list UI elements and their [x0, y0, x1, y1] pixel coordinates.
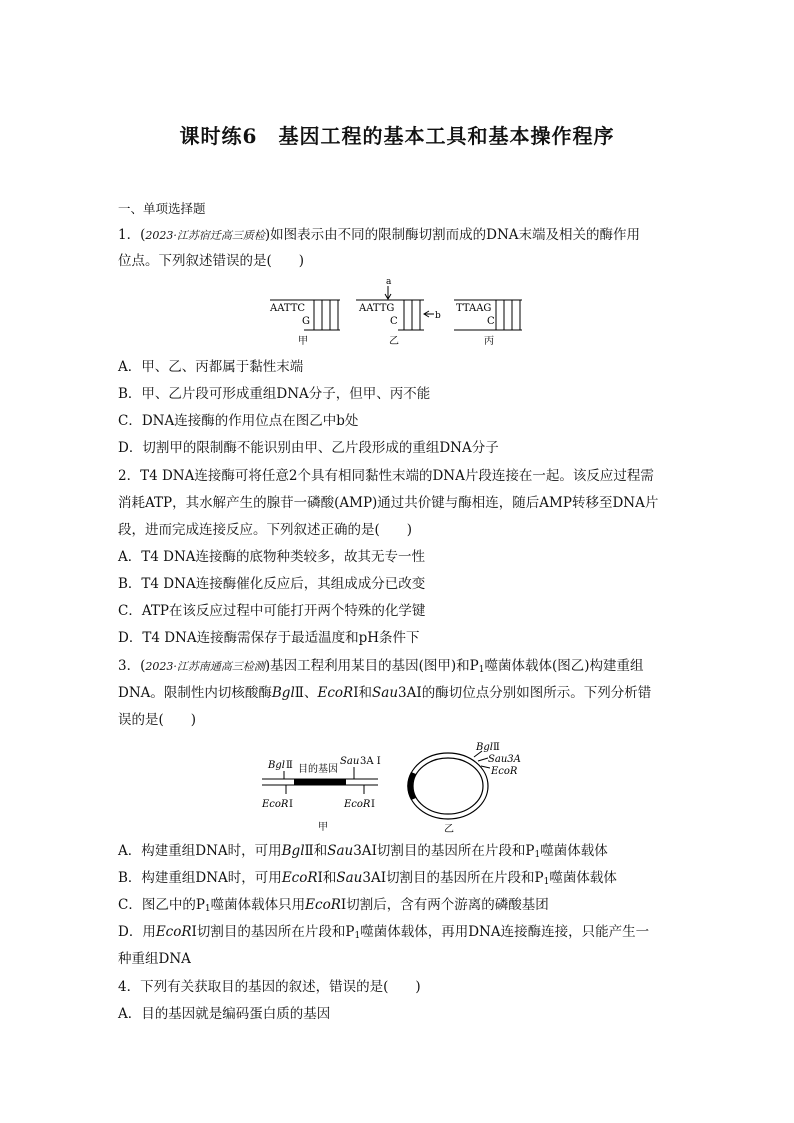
enzyme-sau: Sau [327, 843, 354, 859]
subscript: 1 [543, 877, 550, 887]
bgl-label: Bgl [268, 760, 285, 771]
subscript: 1 [354, 931, 361, 941]
enzyme-eco: EcoR [305, 897, 341, 913]
enzyme-sau-num: 3A [398, 685, 417, 701]
option-text: C．图乙中的P [118, 897, 205, 913]
enzyme-eco: EcoR [155, 924, 192, 940]
bing-base: C [487, 316, 495, 327]
option-text: 切割目的基因所在片段和P [386, 870, 544, 886]
enzyme-bgl: Bgl [271, 685, 295, 701]
roman: Ⅱ [493, 742, 500, 753]
subscript: 1 [534, 850, 541, 860]
roman: Ⅱ [304, 843, 314, 859]
enzyme-sau: Sau [336, 870, 363, 886]
q3-option-d [118, 919, 688, 949]
arrow-a-label: a [386, 277, 392, 287]
q3-option-d-line2: 种重组DNA [118, 951, 191, 967]
q2-option-c: C．ATP在该反应过程中可能打开两个特殊的化学键 [118, 603, 426, 619]
option-text: A．构建重组DNA时，可用 [118, 843, 282, 859]
q2-option-d: D．T4 DNA连接酶需保存于最适温度和pH条件下 [118, 630, 420, 646]
yi-label: 乙 [389, 336, 399, 347]
roman: Ⅱ [294, 685, 304, 701]
option-text: 切割目的基因所在片段和P [196, 924, 355, 940]
q3-text: DNA。限制性内切核酸酶 [118, 685, 272, 701]
q3-text: )基因工程利用某目的基因(图甲)和P [264, 658, 479, 674]
option-text: 噬菌体载体 [540, 843, 608, 859]
fig-bing [454, 300, 522, 347]
section-heading: 一、单项选择题 [118, 201, 206, 216]
bing-label: 丙 [484, 336, 494, 347]
roman: Ⅱ [286, 760, 293, 771]
plasmid-inner [413, 758, 483, 814]
option-text: 噬菌体载体 [549, 870, 617, 886]
q1-option-a: A．甲、乙、丙都属于黏性末端 [118, 359, 304, 375]
q3-text: 的酶切位点分别如图所示。下列分析错 [421, 685, 652, 701]
fig-yi-plasmid [407, 742, 521, 835]
q1-figure [262, 274, 532, 350]
q3-option-b [118, 865, 688, 895]
page-title: 课时练6 基因工程的基本工具和基本操作程序 [179, 124, 615, 148]
jia-base: G [302, 316, 310, 327]
q1-stem-line2: 位点。下列叙述错误的是( ) [118, 253, 305, 269]
q4-option-a: A．目的基因就是编码蛋白质的基因 [118, 1006, 331, 1022]
roman: Ⅰ [289, 799, 293, 810]
q3-stem-line2 [118, 680, 688, 706]
plasmid-sau: Sau3A [488, 754, 521, 765]
q1-option-b: B．甲、乙片段可形成重组DNA分子，但甲、丙不能 [118, 386, 431, 402]
enzyme-sau: Sau [372, 685, 399, 701]
yi-sequence: AATTG [359, 303, 395, 314]
q2-option-a: A．T4 DNA连接酶的底物种类较多，故其无专一性 [118, 549, 426, 565]
fig-jia-gene [261, 756, 381, 833]
enzyme-eco: EcoR [281, 870, 318, 886]
arrow-b-label: b [435, 311, 441, 321]
fig-yi [356, 277, 441, 347]
roman: Ⅰ [371, 843, 377, 859]
option-text: 噬菌体载体只用 [210, 897, 306, 913]
q3-figure [258, 738, 521, 838]
q2-stem-line1: 2．T4 DNA连接酶可将任意2个具有相同黏性末端的DNA片段连接在一起。该反应过程需 [118, 468, 654, 484]
q3-stem-line3: 误的是( ) [118, 712, 197, 728]
punct: 、 [303, 685, 318, 701]
q3-text: 噬菌体载体(图乙)构建重组 [484, 658, 644, 674]
q3-option-a [118, 838, 688, 868]
roman: Ⅰ [317, 870, 323, 886]
q3-option-c [118, 892, 688, 922]
roman: Ⅰ [416, 685, 422, 701]
q3-number: 3．( [118, 658, 146, 674]
jia-label: 甲 [298, 336, 308, 347]
option-text: 切割目的基因所在片段和P [376, 843, 535, 859]
conj: 和 [322, 870, 337, 886]
eco-left-label: EcoR [262, 799, 289, 810]
enzyme-sau-num: 3A [362, 870, 381, 886]
gene-label: 目的基因 [298, 764, 338, 775]
q2-option-b: B．T4 DNA连接酶催化反应后，其组成成分已改变 [118, 576, 426, 592]
option-text: 噬菌体载体，再用DNA连接酶连接，只能产生一 [360, 924, 650, 940]
q2-stem-line2: 消耗ATP，其水解产生的腺苷一磷酸(AMP)通过共价键与酶相连，随后AMP转移至DNA片 [118, 495, 659, 511]
option-text: D．用 [118, 924, 156, 940]
jia-label: 甲 [318, 822, 328, 833]
sau-label: Sau [340, 756, 360, 767]
conj: 和 [358, 685, 373, 701]
q4-stem: 4．下列有关获取目的基因的叙述，错误的是( ) [118, 979, 421, 995]
yi-label: 乙 [444, 824, 454, 835]
roman: Ⅰ [191, 924, 197, 940]
roman: Ⅰ [371, 799, 375, 810]
yi-base: C [390, 316, 398, 327]
enzyme-eco: EcoR [317, 685, 354, 701]
q1-stem-text: )如图表示由不同的限制酶切割而成的DNA末端及相关的酶作用 [264, 227, 641, 243]
bing-sequence: TTAAG [456, 303, 492, 314]
jia-sequence: AATTC [270, 303, 306, 314]
q2-stem-line3: 段，进而完成连接反应。下列叙述正确的是( ) [118, 522, 413, 538]
plasmid-bgl: Bgl [476, 742, 493, 753]
q1-number: 1．( [118, 227, 146, 243]
roman: Ⅰ [353, 685, 359, 701]
subscript: 1 [478, 665, 485, 675]
gene-segment [294, 779, 346, 785]
sau-num: 3A Ⅰ [360, 756, 381, 767]
option-text: 切割后，含有两个游离的磷酸基团 [346, 897, 549, 913]
plasmid-black-segment [407, 772, 416, 800]
subscript: 1 [204, 904, 211, 914]
plasmid-outer [408, 753, 488, 819]
q1-stem-line1 [118, 222, 688, 249]
plasmid-eco: EcoR [491, 766, 518, 777]
roman: Ⅰ [340, 897, 347, 913]
enzyme-bgl: Bgl [281, 843, 305, 859]
eco-right-label: EcoR [344, 799, 371, 810]
conj: 和 [313, 843, 328, 859]
q1-source: 2023·江苏宿迁高三质检 [145, 229, 265, 242]
roman: Ⅰ [380, 870, 387, 886]
q1-option-c: C．DNA连接酶的作用位点在图乙中b处 [118, 413, 359, 429]
q1-option-d: D．切割甲的限制酶不能识别由甲、乙片段形成的重组DNA分子 [118, 440, 499, 456]
option-text: B．构建重组DNA时，可用 [118, 870, 282, 886]
enzyme-sau-num: 3A [353, 843, 372, 859]
q3-stem-line1 [118, 653, 688, 683]
q3-source: 2023·江苏南通高三检测 [145, 660, 265, 673]
fig-jia [269, 300, 340, 347]
